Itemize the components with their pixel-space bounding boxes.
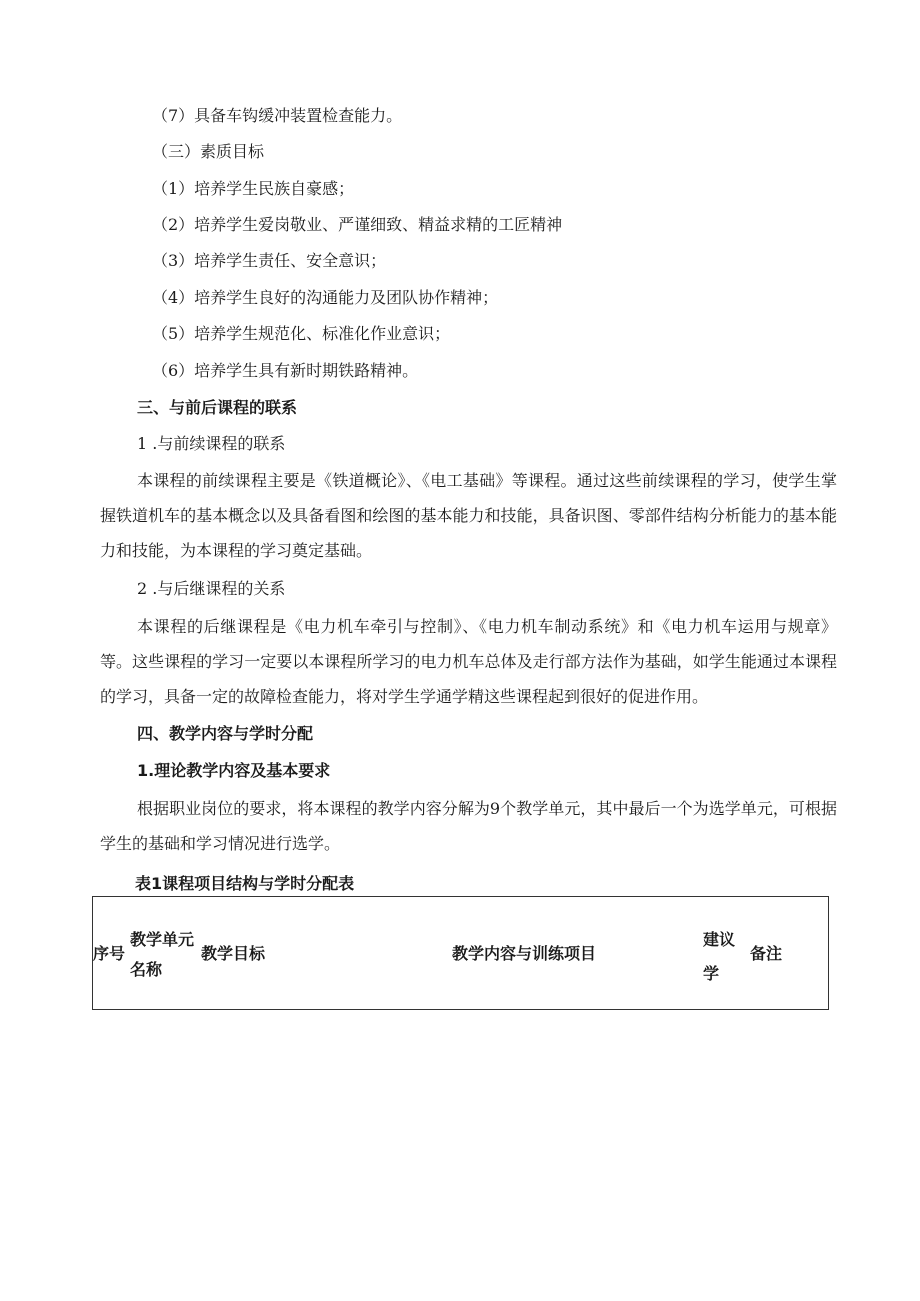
- section4-para1: 根据职业岗位的要求，将本课程的教学内容分解为9个教学单元，其中最后一个为选学单元，可根据学生的基础和学习情况进行选学。: [100, 799, 837, 853]
- section3-title: 三、与前后课程的联系: [137, 398, 298, 417]
- quality-list-item: （6）培养学生具有新时期铁路精神。: [152, 361, 419, 380]
- quality-list-item: （2）培养学生爱岗敬业、严谨细致、精益求精的工匠精神: [152, 215, 563, 234]
- header-hours-line1: 建议: [703, 930, 736, 949]
- course-allocation-table: [92, 896, 829, 1010]
- header-unit-line2: 名称: [130, 960, 163, 979]
- section3-para2: 本课程的后继课程是《电力机车牵引与控制》、《电力机车制动系统》和《电力机车运用与规章》等。这些课程的学习一定要以本课程所学习的电力机车总体及走行部方法作为基础，如学生能通过本课程的学习，具备一定的故障检查能力，将对学生学通学精这些课程起到很好的促进作用。: [100, 617, 837, 706]
- quality-list-item: （1）培养学生民族自豪感；: [152, 179, 355, 198]
- quality-list-item: （5）培养学生规范化、标准化作业意识；: [152, 324, 451, 343]
- section4-title: 四、教学内容与学时分配: [137, 724, 314, 743]
- header-seq: 序号: [93, 944, 126, 963]
- quality-item-7: （7）具备车钩缓冲装置检查能力。: [152, 106, 403, 125]
- section4-sub1: 1.理论教学内容及基本要求: [137, 761, 331, 780]
- quality-goal-heading: （三）素质目标: [152, 142, 265, 161]
- section3-sub2: 2 .与后继课程的关系: [137, 579, 286, 598]
- header-goal: 教学目标: [201, 944, 266, 963]
- header-note: 备注: [750, 944, 783, 963]
- header-unit-line1: 教学单元: [130, 930, 195, 949]
- table-caption: 表1课程项目结构与学时分配表: [135, 874, 355, 893]
- quality-list-item: （4）培养学生良好的沟通能力及团队协作精神；: [152, 288, 499, 307]
- header-hours-line2: 学: [703, 964, 720, 983]
- section3-sub1: 1 .与前续课程的联系: [137, 434, 286, 453]
- quality-list-item: （3）培养学生责任、安全意识；: [152, 251, 387, 270]
- header-content: 教学内容与训练项目: [452, 944, 597, 963]
- section3-para1: 本课程的前续课程主要是《铁道概论》、《电工基础》等课程。通过这些前续课程的学习，使学生掌握铁道机车的基本概念以及具备看图和绘图的基本能力和技能，具备识图、零部件结构分析能力的基本能力和技能，为本课程的学习奠定基础。: [100, 471, 837, 560]
